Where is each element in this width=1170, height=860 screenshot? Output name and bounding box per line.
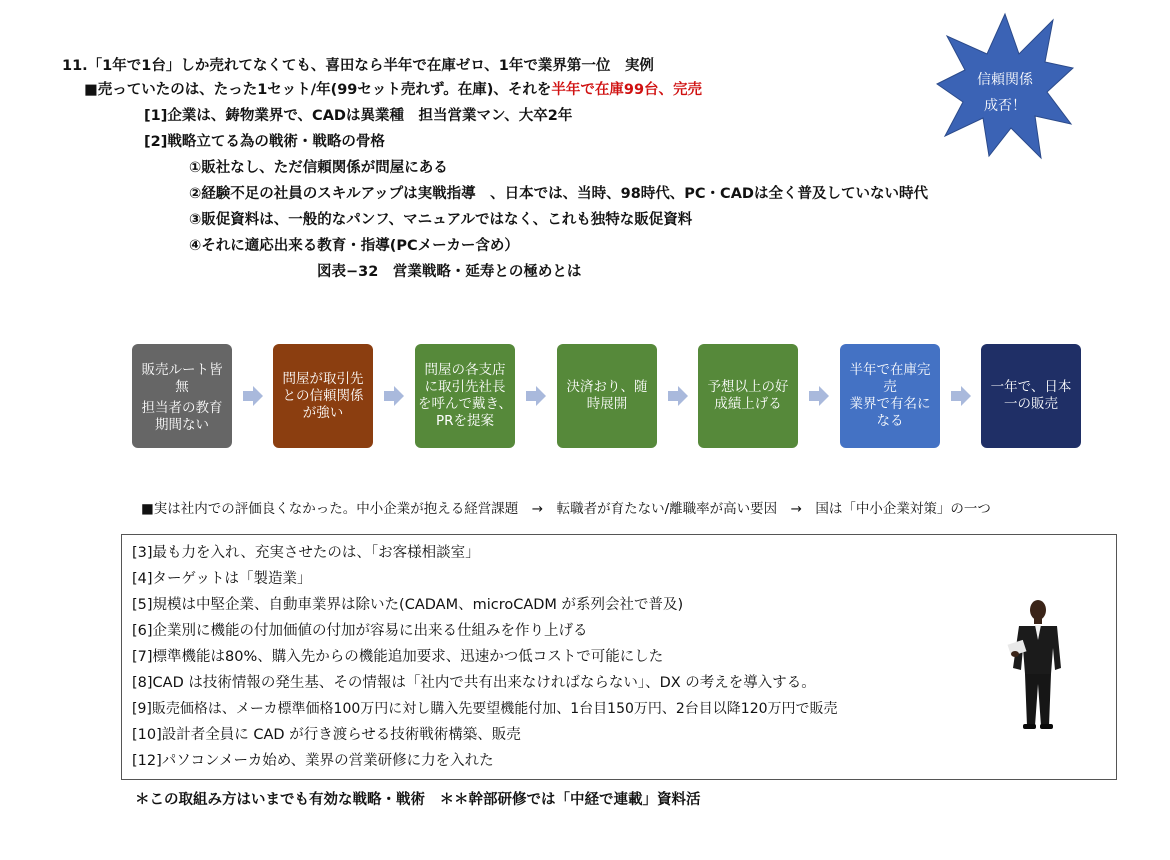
list-item: [12]パソコンメーカ始め、業界の営業研修に力を入れた	[132, 753, 494, 769]
summary-line	[84, 80, 702, 100]
list-item: [10]設計者全員に CAD が行き渡らせる技術戦術構築、販売	[132, 727, 521, 743]
flow-arrow-3	[526, 386, 546, 406]
flow-step-3-text: 問屋の各支店に取引先社長を呼んで戴き、PRを提案	[418, 362, 512, 429]
starburst-label-1: 信頼関係	[977, 72, 1033, 88]
flow-step-4-text: 決済おり、随時展開	[566, 379, 648, 412]
evaluation-note: ■実は社内での評価良くなかった。中小企業が抱える経営課題 → 転職者が育たない/離職率が高い要因 → 国は「中小企業対策」の一つ	[141, 501, 991, 517]
flow-step-1	[132, 344, 232, 448]
flow-step-5	[698, 344, 798, 448]
list-item: [3]最も力を入れ、充実させたのは、「お客様相談室」	[132, 545, 480, 561]
summary-highlight: 半年で在庫99台、完売	[551, 82, 703, 98]
flow-step-1-line1: 販売ルート皆無	[141, 362, 223, 395]
flow-arrow-1	[243, 386, 263, 406]
sub-point-4: ④それに適応出来る教育・指導(PCメーカー含め）	[189, 238, 519, 254]
list-item: [7]標準機能は80%、購入先からの機能追加要求、迅速かつ低コストで可能にした	[132, 649, 664, 665]
point-1: [1]企業は、鋳物業界で、CADは異業種 担当営業マン、大卒2年	[144, 108, 573, 124]
flow-arrow-2	[384, 386, 404, 406]
flow-step-1-line2: 担当者の教育期間ない	[141, 400, 223, 433]
list-item: [6]企業別に機能の付加価値の付加が容易に出来る仕組みを作り上げる	[132, 623, 588, 639]
businessman-illustration	[1005, 598, 1067, 734]
list-item: [5]規模は中堅企業、自動車業界は除いた(CADAM、microCADM が系列会社で普及)	[132, 597, 684, 613]
flow-step-3	[415, 344, 515, 448]
sub-point-1: ①販社なし、ただ信頼関係が問屋にある	[189, 160, 448, 176]
sub-point-2: ②経験不足の社員のスキルアップは実戦指導 、日本では、当時、98時代、PC・CADは全く普及していない時代	[189, 186, 928, 202]
sub-point-3: ③販促資料は、一般的なパンフ、マニュアルではなく、これも独特な販促資料	[189, 212, 693, 228]
list-item: [9]販売価格は、メーカ標準価格100万円に対し購入先要望機能付加、1台目150万円、2台目以降120万円で販売	[132, 701, 838, 717]
flow-step-4	[557, 344, 657, 448]
flow-step-6-line1: 半年で在庫完売	[849, 362, 931, 395]
flow-step-2	[273, 344, 373, 448]
flow-step-2-text: 問屋が取引先との信頼関係が強い	[282, 370, 364, 421]
flow-step-5-text: 予想以上の好成績上げる	[707, 379, 789, 412]
list-item: [8]CAD は技術情報の発生基、その情報は「社内で共有出来なければならない」、DX の考えを導入する。	[132, 675, 816, 691]
flow-step-7	[981, 344, 1081, 448]
list-item: [4]ターゲットは「製造業」	[132, 571, 312, 587]
figure-caption: 図表−32 営業戦略・延寿との極めとは	[317, 264, 582, 280]
footer-note: ＊この取組み方はいまでも有効な戦略・戦術 ＊＊幹部研修では「中経で連載」資料活	[135, 792, 701, 808]
flow-arrow-5	[809, 386, 829, 406]
section-title: 11.「1年で1台」しか売れてなくても、喜田なら半年で在庫ゼロ、1年で業界第一位 実例	[62, 58, 654, 74]
starburst-label-2: 成否！	[984, 98, 1026, 114]
flow-arrow-6	[951, 386, 971, 406]
point-2: [2]戦略立てる為の戦術・戦略の骨格	[144, 134, 385, 150]
flow-step-6	[840, 344, 940, 448]
flow-step-6-line2: 業界で有名になる	[849, 396, 931, 429]
summary-text: ■売っていたのは、たった1セット/年(99セット売れず。在庫)、それを	[84, 82, 552, 98]
flow-step-7-text: 一年で、日本一の販売	[990, 379, 1072, 412]
flow-arrow-4	[668, 386, 688, 406]
